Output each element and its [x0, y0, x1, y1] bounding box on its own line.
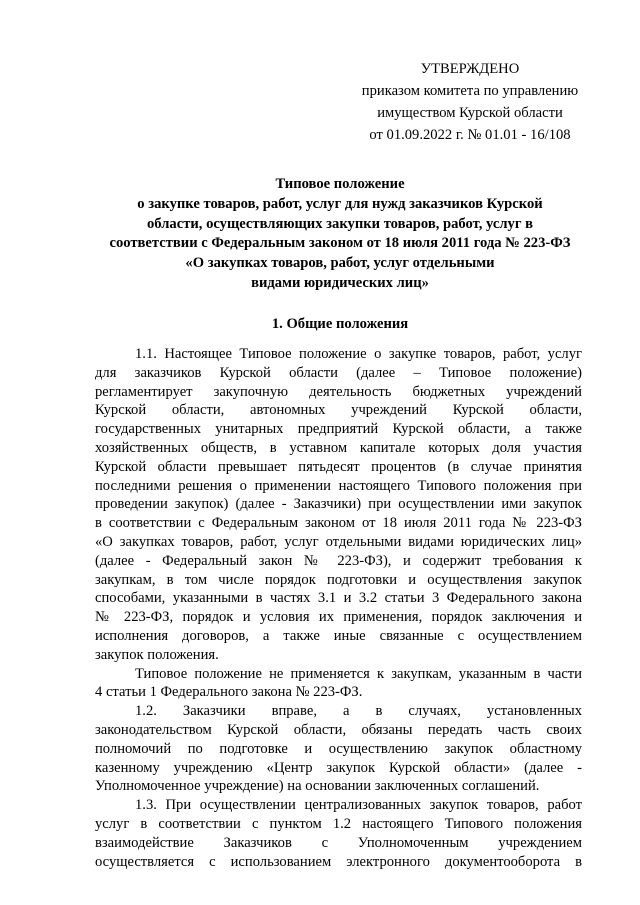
- paragraph-line: 4 статьи 1 Федерального закона № 223-ФЗ.: [95, 684, 363, 701]
- paragraph-line: (далее - Федеральный закон № 223-ФЗ), и содержит требования к: [95, 552, 582, 569]
- approval-line: от 01.09.2022 г. № 01.01 - 16/108: [369, 127, 571, 143]
- paragraph-line: казенному учреждению «Центр закупок Курской области» (далее -: [95, 759, 582, 776]
- paragraph-line: законодательством Курской области, обязаны передать часть своих: [95, 721, 582, 738]
- approval-line: приказом комитета по управлению: [361, 83, 579, 99]
- paragraph-line: последними решения о применении настоящего Типового положения при: [95, 477, 582, 494]
- title-line: видами юридических лиц»: [251, 274, 429, 291]
- paragraph-line: услуг в соответствии с пунктом 1.2 настоящего Типового положения: [95, 815, 582, 832]
- body-text: [95, 345, 582, 871]
- document-title: [60, 175, 620, 294]
- paragraph-line: закупкам, в том числе порядок подготовки и осуществления закупок: [95, 571, 582, 588]
- title-line: области, осуществляющих закупки товаров, работ, услуг в: [147, 215, 533, 232]
- title-line: о закупке товаров, работ, услуг для нужд заказчиков Курской: [137, 195, 543, 212]
- paragraph-line: 1.3. При осуществлении централизованных закупок товаров, работ: [135, 797, 582, 814]
- approval-heading: УТВЕРЖДЕНО: [420, 61, 520, 77]
- approval-stamp: [330, 58, 610, 146]
- paragraph-line: «О закупках товаров, работ, услуг отдельными видами юридических лиц»: [95, 533, 582, 550]
- paragraph-line: государственных унитарных предприятий Курской области, а также: [95, 421, 582, 438]
- paragraph-line: способами, указанными в частях 3.1 и 3.2 статьи 3 Федерального закона: [95, 590, 582, 607]
- approval-line: имуществом Курской области: [377, 105, 563, 121]
- title-line: «О закупках товаров, работ, услуг отдельными: [185, 255, 495, 272]
- title-line: соответствии с Федеральным законом от 18 июля 2011 года № 223-ФЗ: [109, 235, 571, 252]
- paragraph-line: 1.1. Настоящее Типовое положение о закупке товаров, работ, услуг: [135, 346, 582, 362]
- paragraph-line: в соответствии с Федеральным законом от 18 июля 2011 года № 223-ФЗ: [95, 515, 582, 532]
- title-line: Типовое положение: [275, 176, 405, 192]
- paragraph-line: исполнения договоров, а также иные связанные с осуществлением: [95, 627, 582, 644]
- paragraph-line: № 223-ФЗ, порядок и условия их применения, порядок заключения и: [95, 609, 582, 626]
- paragraph-line: для заказчиков Курской области (далее – Типовое положение): [95, 364, 582, 381]
- paragraph-line: регламентирует закупочную деятельность бюджетных учреждений: [95, 383, 582, 400]
- paragraph-line: 1.2. Заказчики вправе, а в случаях, установленных: [135, 703, 582, 720]
- paragraph-line: хозяйственных обществ, в уставном капитале которых доля участия: [95, 439, 582, 456]
- paragraph-line: взаимодействие Заказчиков с Уполномоченным учреждением: [95, 834, 582, 851]
- paragraph-line: проведении закупок) (далее - Заказчики) при осуществлении ими закупок: [95, 496, 582, 513]
- paragraph-line: Курской области превышает пятьдесят процентов (в случае принятия: [95, 458, 582, 475]
- paragraph-line: полномочий по подготовке и осуществлению закупок областному: [95, 740, 582, 757]
- paragraph-line: Уполномоченное учреждение) на основании заключенных соглашений.: [95, 778, 540, 795]
- paragraph-line: закупок положения.: [95, 646, 219, 663]
- paragraph-line: осуществляется с использованием электронного документооборота в: [95, 853, 582, 870]
- paragraph-line: Курской области, автономных учреждений Курской области,: [95, 402, 582, 419]
- paragraph-line: Типовое положение не применяется к закупкам, указанным в части: [135, 665, 582, 682]
- section-heading: 1. Общие положения: [271, 316, 409, 332]
